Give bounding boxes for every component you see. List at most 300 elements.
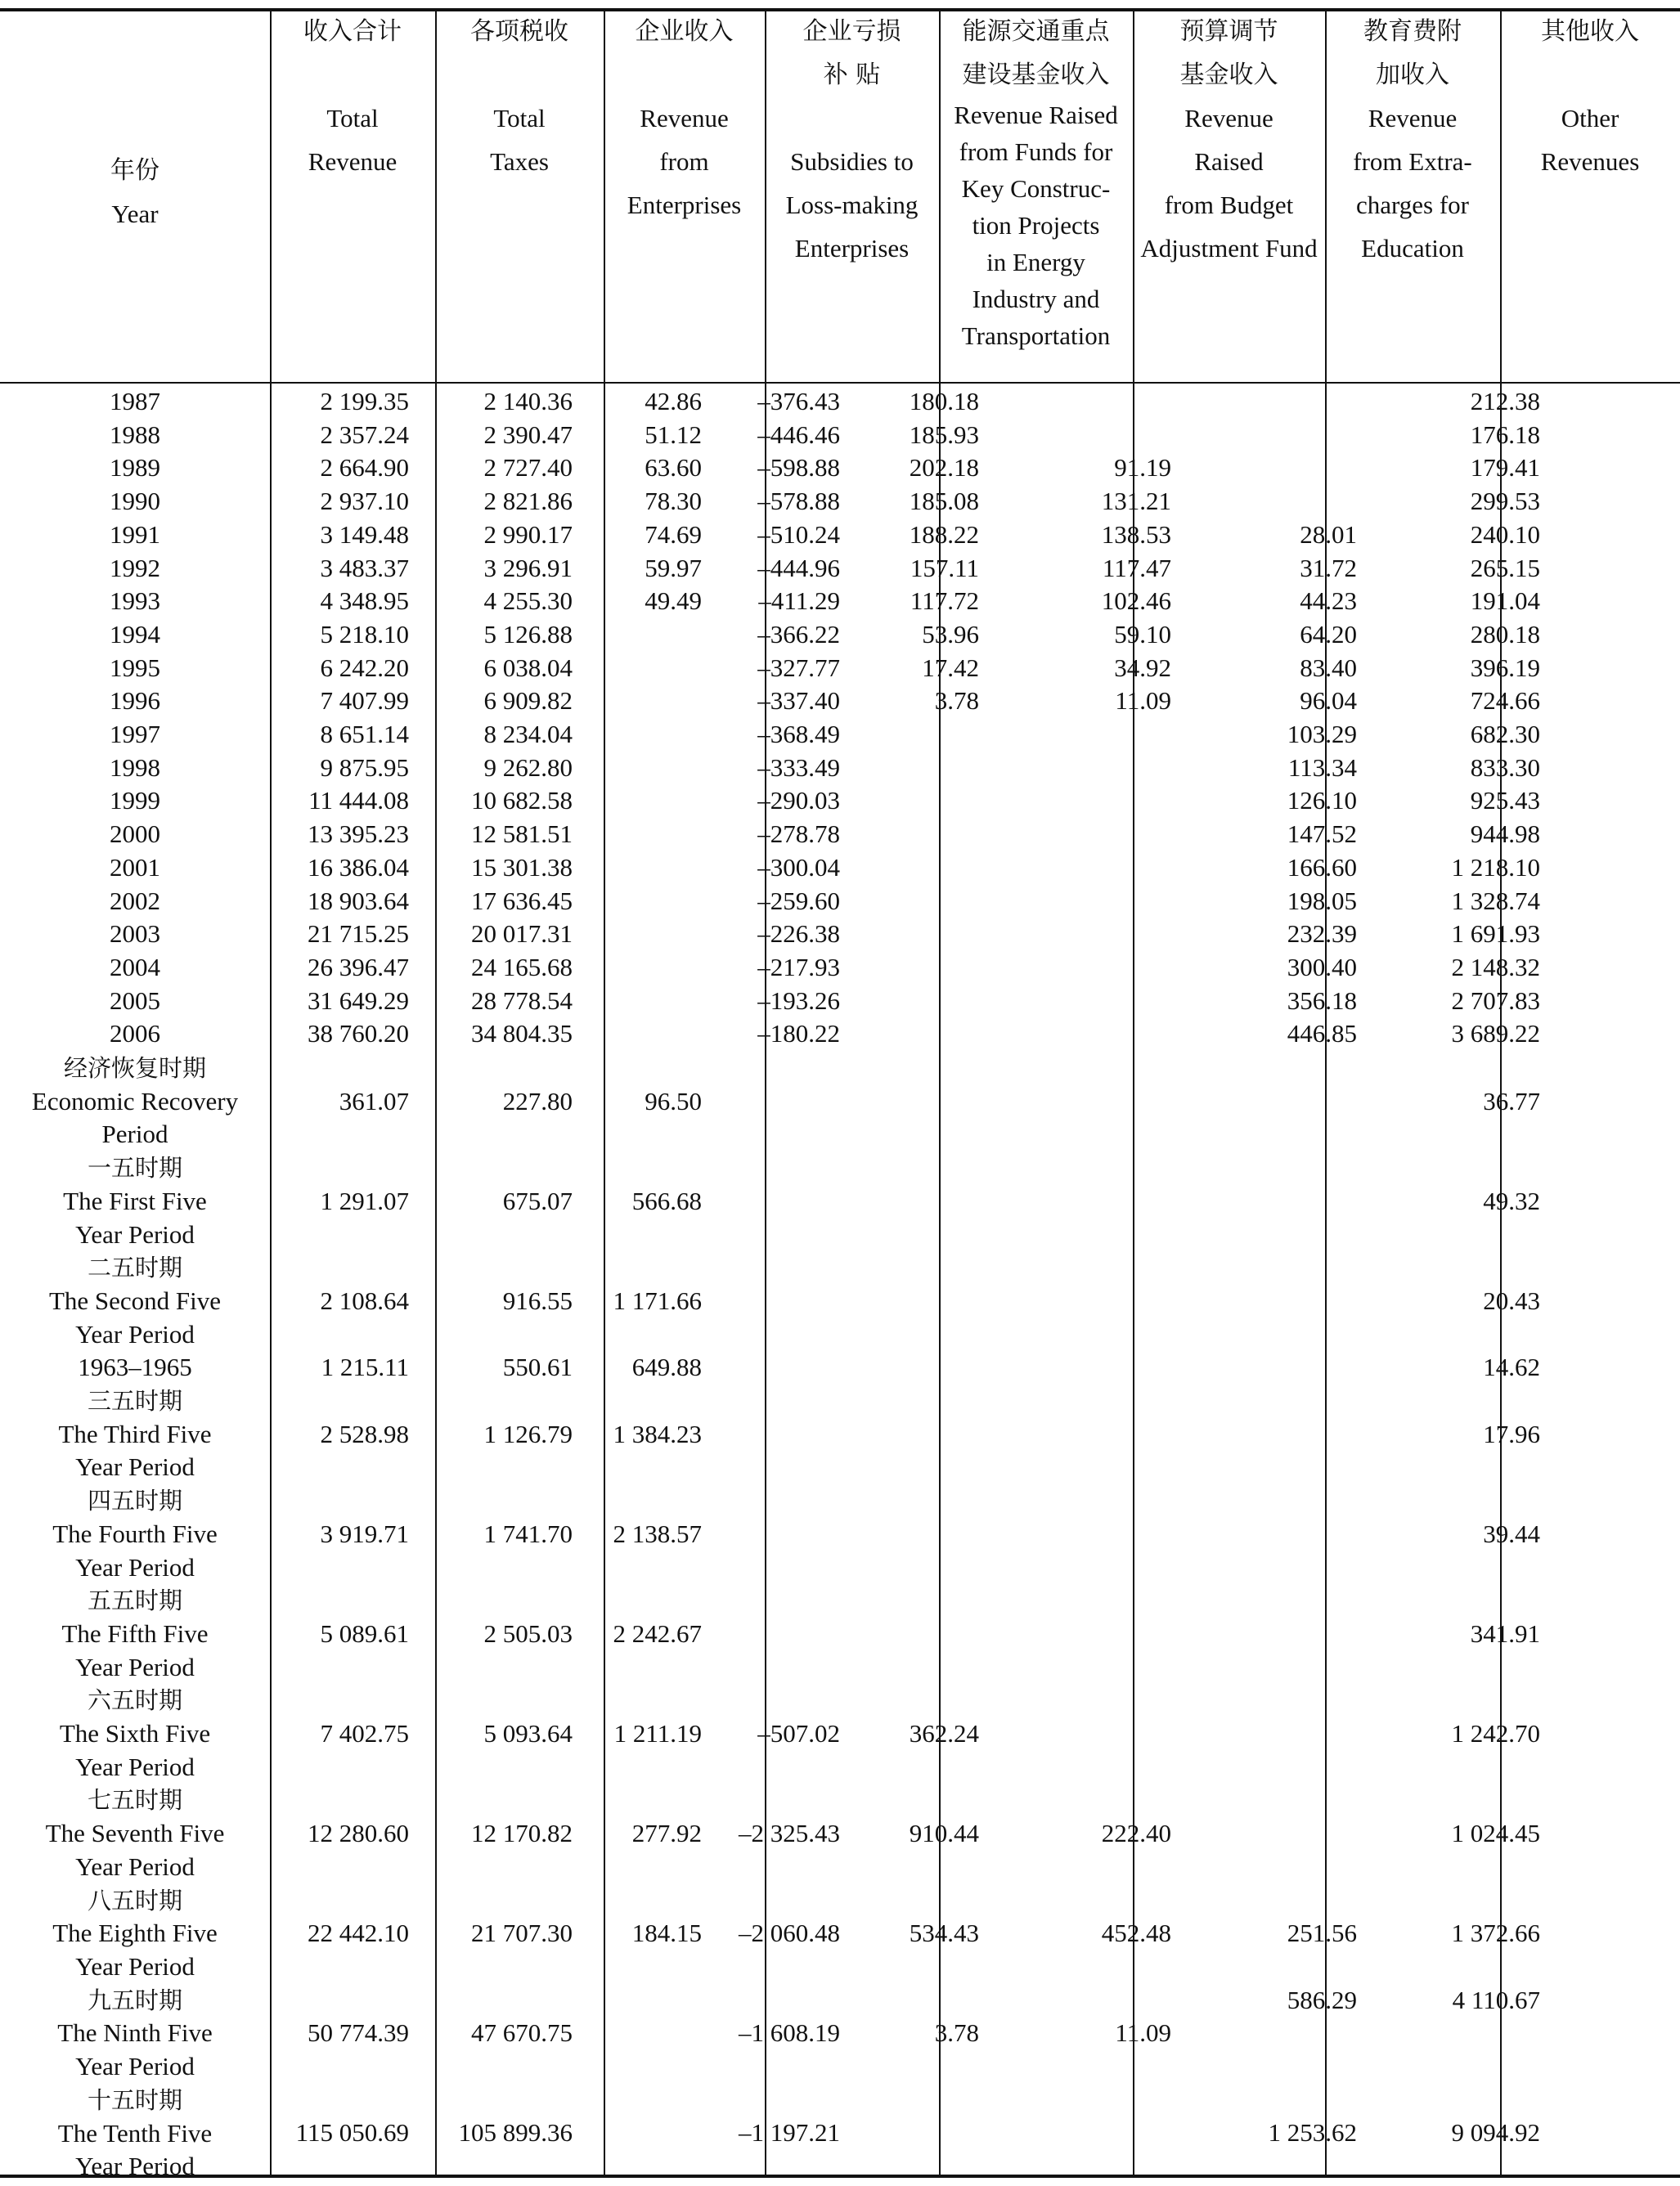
value-cell: 53.96 — [922, 619, 979, 649]
value-cell — [979, 985, 1171, 1018]
column-header-en: Adjustment Fund — [1140, 234, 1318, 263]
table-row — [0, 652, 1540, 685]
column-header-en: from — [659, 147, 709, 176]
column-header-zh: 加收入 — [1376, 61, 1449, 89]
column-header-en: Revenue — [1368, 104, 1458, 132]
column-header — [435, 10, 604, 382]
value-cell: 50 774.39 — [308, 2018, 409, 2048]
value-cell: 102.46 — [1101, 586, 1171, 616]
value-cell — [979, 1484, 1171, 1584]
value-cell — [573, 752, 702, 785]
value-cell: 1 024.45 — [1451, 1819, 1540, 1848]
value-cell — [979, 718, 1171, 752]
value-cell: 362.24 — [909, 1719, 979, 1748]
value-cell: 117.72 — [910, 586, 979, 616]
period-name-en: The Fifth Five — [61, 1618, 209, 1648]
value-cell: 28.01 — [1300, 519, 1357, 549]
period-name-en: Year Period — [75, 1852, 195, 1881]
value-cell: 5 089.61 — [320, 1618, 409, 1648]
value-cell: 176.18 — [1470, 420, 1540, 449]
value-cell: 300.40 — [1287, 952, 1357, 981]
period-name-zh: 七五时期 — [87, 1786, 182, 1815]
year-cell: 2005 — [110, 985, 160, 1015]
value-cell: –507.02 — [757, 1719, 840, 1748]
value-cell — [840, 851, 979, 885]
value-cell: 4 348.95 — [320, 586, 409, 616]
value-cell — [573, 2084, 702, 2184]
value-cell: 2 390.47 — [483, 420, 573, 449]
value-cell: 2 727.40 — [483, 453, 573, 483]
value-cell: 227.80 — [502, 1086, 573, 1115]
column-header-en: Taxes — [490, 147, 549, 176]
value-cell: 251.56 — [1287, 1919, 1357, 1948]
value-cell: 1 691.93 — [1451, 919, 1540, 949]
value-cell — [840, 1052, 979, 1151]
value-cell — [840, 718, 979, 752]
column-header-en: Revenue Raised — [954, 101, 1118, 129]
value-cell — [409, 1984, 573, 2018]
value-cell: 44.23 — [1300, 586, 1357, 616]
value-cell: 4 110.67 — [1452, 1985, 1540, 2014]
value-cell — [1171, 1684, 1357, 1784]
value-cell — [979, 1684, 1171, 1784]
value-cell: 3 919.71 — [320, 1519, 409, 1548]
value-cell: 5 126.88 — [483, 619, 573, 649]
value-cell: –446.46 — [757, 420, 840, 449]
value-cell: 3.78 — [934, 2018, 979, 2048]
value-cell: 356.18 — [1287, 985, 1357, 1015]
value-cell: 185.93 — [909, 420, 979, 449]
table-row — [0, 1052, 1540, 1151]
value-cell: 113.34 — [1287, 752, 1357, 782]
value-cell: 446.85 — [1287, 1019, 1357, 1048]
year-cell: 2001 — [110, 852, 160, 882]
value-cell: –300.04 — [757, 852, 840, 882]
value-cell: 232.39 — [1287, 919, 1357, 949]
period-name-en: Year Period — [75, 2152, 195, 2181]
column-header-zh: 能源交通重点 — [962, 17, 1110, 46]
value-cell: –598.88 — [757, 453, 840, 483]
value-cell: 78.30 — [645, 487, 702, 516]
period-label — [0, 1151, 270, 1251]
column-header-en: Revenue — [640, 104, 729, 132]
value-cell: 91.19 — [1114, 453, 1171, 483]
value-cell — [979, 419, 1171, 452]
value-cell — [979, 2084, 1171, 2184]
value-cell: 1 384.23 — [613, 1419, 702, 1448]
value-cell: 180.18 — [909, 387, 979, 415]
table-row — [0, 1151, 1540, 1251]
year-cell: 1990 — [110, 487, 160, 516]
value-cell: –193.26 — [757, 985, 840, 1015]
table-row — [0, 618, 1540, 652]
value-cell: 191.04 — [1470, 586, 1540, 616]
value-cell: 49.49 — [645, 586, 702, 616]
value-cell: –368.49 — [757, 720, 840, 749]
value-cell: 74.69 — [645, 519, 702, 549]
value-cell — [1171, 1151, 1357, 1251]
value-cell: –411.29 — [758, 586, 840, 616]
value-cell — [573, 685, 702, 718]
value-cell — [702, 1052, 840, 1151]
value-cell — [1171, 385, 1357, 419]
column-header-en: Revenue — [308, 147, 398, 176]
value-cell: 2 664.90 — [320, 453, 409, 483]
value-cell — [979, 951, 1171, 985]
value-cell: 26 396.47 — [308, 952, 409, 981]
value-cell — [979, 1984, 1171, 2018]
column-header-en: Subsidies to — [790, 147, 914, 176]
value-cell — [573, 951, 702, 985]
value-cell: 179.41 — [1470, 453, 1540, 483]
table-row — [0, 2017, 1540, 2083]
value-cell: 157.11 — [910, 553, 979, 582]
column-header — [765, 10, 939, 382]
column-header-en: Transportation — [961, 321, 1111, 350]
year-cell: 1991 — [110, 519, 160, 549]
value-cell — [979, 1584, 1171, 1684]
column-header-zh: 其他收入 — [1541, 17, 1639, 46]
value-cell — [573, 2017, 702, 2083]
table-row — [0, 552, 1540, 586]
column-header — [1500, 10, 1680, 382]
value-cell: 3 296.91 — [483, 553, 573, 582]
period-name-zh: 九五时期 — [87, 1986, 182, 2014]
table-row — [0, 784, 1540, 818]
period-name-zh: 二五时期 — [87, 1254, 182, 1282]
period-name-zh: 十五时期 — [87, 2085, 182, 2114]
table-row — [0, 818, 1540, 851]
column-header-en: Enterprises — [794, 234, 910, 263]
period-label — [0, 1251, 270, 1351]
value-cell — [979, 385, 1171, 419]
value-cell: 6 038.04 — [483, 653, 573, 682]
value-cell: 34.92 — [1114, 653, 1171, 682]
value-cell: 1 211.19 — [613, 1719, 702, 1748]
value-cell: 2 148.32 — [1451, 952, 1540, 981]
value-cell — [1171, 1484, 1357, 1584]
column-header-zh: 补 贴 — [823, 61, 881, 89]
value-cell: 96.04 — [1300, 686, 1357, 716]
value-cell — [573, 1984, 702, 2018]
value-cell — [840, 1151, 979, 1251]
value-cell: 8 651.14 — [320, 720, 409, 749]
value-cell: –337.40 — [757, 686, 840, 716]
period-name-zh: 五五时期 — [87, 1587, 182, 1615]
value-cell: 24 165.68 — [471, 952, 573, 981]
value-cell — [979, 1017, 1171, 1051]
year-cell: 2000 — [110, 819, 160, 849]
column-header-en: Key Construc- — [961, 174, 1111, 203]
value-cell: 22 442.10 — [308, 1919, 409, 1948]
year-cell: 1987 — [110, 387, 160, 415]
period-name-en: Year Period — [75, 1752, 195, 1781]
value-cell: 1 126.79 — [483, 1419, 573, 1448]
value-cell: 20.43 — [1483, 1286, 1540, 1315]
value-cell — [702, 1584, 840, 1684]
year-cell: 2002 — [110, 886, 160, 915]
value-cell: 198.05 — [1287, 886, 1357, 915]
column-header-en: charges for — [1355, 191, 1469, 219]
value-cell: 11.09 — [1115, 2018, 1171, 2048]
value-cell: 47 670.75 — [471, 2018, 573, 2048]
value-cell: 83.40 — [1300, 653, 1357, 682]
value-cell — [979, 1151, 1171, 1251]
value-cell — [573, 652, 702, 685]
value-cell: 18 903.64 — [308, 886, 409, 915]
value-cell — [840, 985, 979, 1018]
value-cell: 11 444.08 — [308, 786, 409, 815]
year-cell: 2003 — [110, 919, 160, 949]
value-cell — [573, 985, 702, 1018]
value-cell: 2 505.03 — [483, 1618, 573, 1648]
value-cell: 12 581.51 — [471, 819, 573, 849]
column-header-zh: 年份 — [110, 156, 159, 185]
value-cell — [979, 1251, 1171, 1351]
value-cell: 15 301.38 — [471, 852, 573, 882]
value-cell: 185.08 — [909, 487, 979, 516]
value-cell — [840, 752, 979, 785]
column-header-zh: 企业亏损 — [802, 17, 901, 46]
year-cell: 1998 — [110, 752, 160, 782]
period-name-en: The Third Five — [58, 1419, 212, 1448]
column-header-en: Raised — [1194, 147, 1264, 176]
table-row — [0, 1484, 1540, 1584]
value-cell: –290.03 — [757, 786, 840, 815]
value-cell: 188.22 — [909, 519, 979, 549]
value-cell: 1 215.11 — [321, 1353, 409, 1382]
value-cell: 202.18 — [909, 453, 979, 483]
value-cell: –226.38 — [757, 919, 840, 949]
value-cell — [702, 1351, 840, 1385]
value-cell — [1171, 1052, 1357, 1151]
column-header-en: from Extra- — [1353, 147, 1472, 176]
period-name-en: The Tenth Five — [57, 2118, 213, 2148]
value-cell: 3.78 — [934, 686, 979, 716]
table-row — [0, 419, 1540, 452]
value-cell: 31.72 — [1300, 553, 1357, 582]
column-header-en: in Energy — [986, 248, 1085, 276]
value-cell — [840, 1484, 979, 1584]
column-header-zh: 各项税收 — [470, 17, 568, 46]
value-cell — [979, 752, 1171, 785]
table-row — [0, 518, 1540, 552]
value-cell: 222.40 — [1101, 1819, 1171, 1848]
value-cell: 16 386.04 — [308, 852, 409, 882]
value-cell — [979, 784, 1171, 818]
value-cell: 1 171.66 — [613, 1286, 702, 1315]
value-cell: 103.29 — [1287, 720, 1357, 749]
value-cell: 361.07 — [339, 1086, 409, 1115]
value-cell: 96.50 — [645, 1086, 702, 1115]
value-cell: 833.30 — [1470, 752, 1540, 782]
value-cell: 1 253.62 — [1268, 2118, 1357, 2148]
value-cell: 534.43 — [909, 1919, 979, 1948]
value-cell: –259.60 — [757, 886, 840, 915]
value-cell — [840, 918, 979, 951]
period-label — [0, 1784, 270, 1883]
value-cell: 6 242.20 — [320, 653, 409, 682]
table-row — [0, 1684, 1540, 1784]
period-name-en: The Ninth Five — [57, 2018, 213, 2048]
value-cell: 17.42 — [922, 653, 979, 682]
value-cell: 51.12 — [645, 420, 702, 449]
period-name-zh: 三五时期 — [87, 1387, 182, 1416]
period-name-en: The Seventh Five — [45, 1819, 225, 1848]
value-cell: 131.21 — [1101, 487, 1171, 516]
table-row — [0, 1251, 1540, 1351]
value-cell: 1 328.74 — [1451, 886, 1540, 915]
value-cell — [1171, 1385, 1357, 1484]
value-cell — [573, 784, 702, 818]
value-cell: –376.43 — [757, 387, 840, 415]
period-name-zh: 经济恢复时期 — [63, 1054, 206, 1082]
period-label — [0, 2084, 270, 2184]
value-cell: 59.10 — [1114, 619, 1171, 649]
table-row — [0, 752, 1540, 785]
period-name-en: Year Period — [75, 1951, 195, 1981]
period-name-zh: 一五时期 — [87, 1154, 182, 1183]
period-name-en: The Second Five — [48, 1286, 222, 1315]
value-cell: 4 255.30 — [483, 586, 573, 616]
value-cell: 31 649.29 — [308, 985, 409, 1015]
value-cell: 166.60 — [1287, 852, 1357, 882]
value-cell: 2 528.98 — [320, 1419, 409, 1448]
value-cell: 724.66 — [1470, 686, 1540, 716]
value-cell: 117.47 — [1102, 553, 1171, 582]
value-cell: 2 937.10 — [320, 487, 409, 516]
year-cell: 1997 — [110, 720, 160, 749]
value-cell — [840, 818, 979, 851]
value-cell: 240.10 — [1470, 519, 1540, 549]
column-header-en: tion Projects — [972, 211, 1100, 240]
period-name-en: The Sixth Five — [59, 1719, 211, 1748]
year-cell: 1994 — [110, 619, 160, 649]
table-row — [0, 1784, 1540, 1883]
value-cell: 649.88 — [631, 1353, 702, 1382]
value-cell: 944.98 — [1470, 819, 1540, 849]
column-header-zh: 教育费附 — [1363, 17, 1462, 46]
value-cell: 20 017.31 — [471, 919, 573, 949]
value-cell: 910.44 — [909, 1819, 979, 1848]
year-cell: 2006 — [110, 1019, 160, 1048]
value-cell — [573, 851, 702, 885]
value-cell — [573, 818, 702, 851]
value-cell: –217.93 — [757, 952, 840, 981]
value-cell: –327.77 — [757, 653, 840, 682]
value-cell: 14.62 — [1483, 1353, 1540, 1382]
value-cell: 11.09 — [1115, 686, 1171, 716]
column-header — [270, 10, 435, 382]
value-cell: 2 821.86 — [483, 487, 573, 516]
column-header-en: Loss-making — [785, 191, 919, 219]
value-cell: –2 325.43 — [739, 1819, 840, 1848]
table-row — [0, 718, 1540, 752]
value-cell: 212.38 — [1470, 387, 1540, 415]
value-cell — [840, 2084, 979, 2184]
period-label — [0, 1052, 270, 1151]
value-cell — [840, 1017, 979, 1051]
value-cell: 10 682.58 — [471, 786, 573, 815]
column-header-en: Industry and — [972, 285, 1100, 313]
value-cell — [840, 1351, 979, 1385]
value-cell — [573, 618, 702, 652]
value-cell: 59.97 — [645, 553, 702, 582]
value-cell: 17.96 — [1483, 1419, 1540, 1448]
table-row — [0, 585, 1540, 618]
year-cell: 1992 — [110, 553, 160, 582]
value-cell — [979, 918, 1171, 951]
table-row — [0, 851, 1540, 885]
value-cell: 299.53 — [1470, 487, 1540, 516]
period-label — [0, 1351, 270, 1385]
value-cell: 115 050.69 — [295, 2118, 409, 2148]
period-label — [0, 2017, 270, 2083]
value-cell: 3 689.22 — [1451, 1019, 1540, 1048]
period-name-en: Period — [101, 1120, 168, 1149]
table-row — [0, 951, 1540, 985]
value-cell: –444.96 — [757, 553, 840, 582]
value-cell: 925.43 — [1470, 786, 1540, 815]
year-cell: 1993 — [110, 586, 160, 616]
value-cell: 2 108.64 — [320, 1286, 409, 1315]
value-cell — [1171, 2017, 1357, 2083]
period-label-zh — [0, 1984, 270, 2018]
value-cell: 396.19 — [1470, 653, 1540, 682]
table-row — [0, 385, 1540, 419]
period-name-zh: 六五时期 — [87, 1686, 182, 1715]
table-row — [0, 1017, 1540, 1051]
table-row — [0, 451, 1540, 485]
value-cell — [573, 918, 702, 951]
column-header-en: Other — [1561, 104, 1619, 132]
column-header — [604, 10, 765, 382]
column-header-en: Total — [493, 104, 546, 132]
year-cell: 1995 — [110, 653, 160, 682]
value-cell: –1 197.21 — [739, 2118, 840, 2148]
value-cell: –366.22 — [757, 619, 840, 649]
value-cell — [979, 885, 1171, 918]
value-cell: 39.44 — [1483, 1519, 1540, 1548]
value-cell: 9 875.95 — [320, 752, 409, 782]
value-cell: –180.22 — [757, 1019, 840, 1048]
value-cell: 5 218.10 — [320, 619, 409, 649]
period-name-en: Year Period — [75, 2052, 195, 2081]
value-cell — [702, 1251, 840, 1351]
period-name-en: Year Period — [75, 1652, 195, 1681]
value-cell: 64.20 — [1300, 619, 1357, 649]
column-header-en: from Funds for — [959, 137, 1113, 166]
value-cell: –1 608.19 — [739, 2018, 840, 2048]
table-row — [0, 685, 1540, 718]
value-cell: 277.92 — [631, 1819, 702, 1848]
value-cell: –510.24 — [757, 519, 840, 549]
value-cell: 6 909.82 — [483, 686, 573, 716]
year-cell: 1989 — [110, 453, 160, 483]
table-row — [0, 2084, 1540, 2184]
value-cell — [840, 1251, 979, 1351]
value-cell: 13 395.23 — [308, 819, 409, 849]
value-cell: 28 778.54 — [471, 985, 573, 1015]
column-header-en: Education — [1361, 234, 1464, 263]
period-label — [0, 1484, 270, 1584]
value-cell — [840, 1984, 979, 2018]
value-cell: 341.91 — [1470, 1618, 1540, 1648]
value-cell: 34 804.35 — [471, 1019, 573, 1048]
table-row — [0, 1884, 1540, 1984]
annual-revenue-table — [0, 385, 1540, 1051]
value-cell — [1171, 485, 1357, 518]
